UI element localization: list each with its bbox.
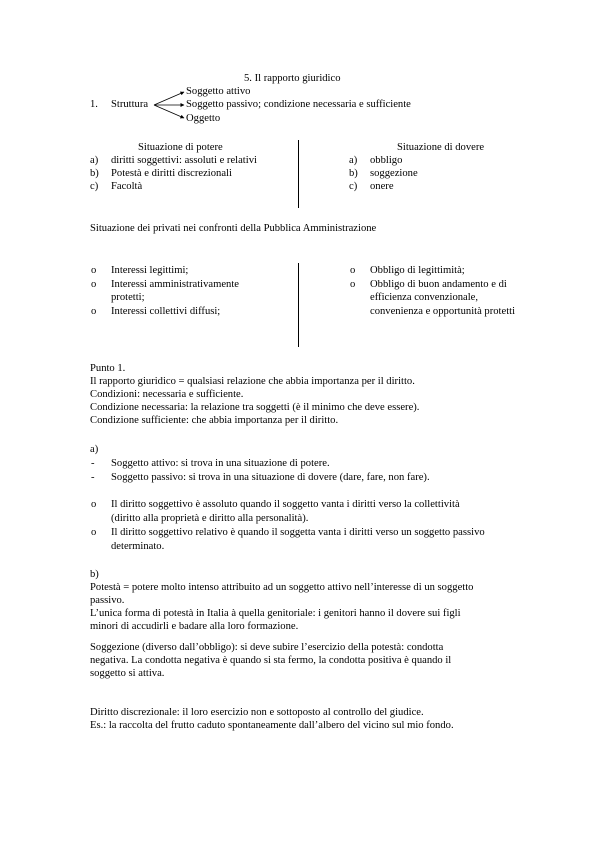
privati-right-item-cont: convenienza e opportunità protetti (370, 306, 516, 317)
privati-left-item: Interessi amministrativamente (111, 279, 239, 290)
paragraph-line: Il rapporto giuridico = qualsiasi relazione che abbia importanza per il diritto. (90, 376, 415, 387)
paragraph-line: minori di accudirli e badare alla loro formazione. (90, 621, 299, 632)
structure-item-soggetto-attivo: Soggetto attivo (186, 86, 251, 97)
paragraph-line: Es.: la raccolta del frutto caduto spontaneamente dall’albero del vicino sul mio fondo. (90, 720, 454, 731)
privati-heading: Situazione dei privati nei confronti della Pubblica Amministrazione (90, 223, 377, 234)
circ-item-cont: (diritto alla proprietà e diritto alla personalità). (111, 513, 309, 524)
dash-marker: - (91, 458, 95, 469)
potere-marker-a: a) (90, 155, 99, 166)
potere-heading: Situazione di potere (138, 142, 223, 153)
dash-item: Soggetto passivo: si trova in una situazione di dovere (dare, fare, non fare). (111, 472, 430, 483)
potere-item-a: diritti soggettivi: assoluti e relativi (111, 155, 257, 166)
structure-item-soggetto-passivo: Soggetto passivo; condizione necessaria e sufficiente (186, 99, 411, 110)
dovere-marker-b: b) (349, 168, 358, 179)
column-divider-1 (298, 140, 299, 208)
dash-item: Soggetto attivo: si trova in una situazione di potere. (111, 458, 330, 469)
dovere-item-a: obbligo (370, 155, 403, 166)
punto1-section (90, 362, 550, 427)
privati-left-item-cont: protetti; (111, 292, 145, 303)
column-divider-2 (298, 263, 299, 347)
section-b-paragraph-1 (90, 581, 550, 633)
potere-marker-b: b) (90, 168, 99, 179)
circ-item: Il diritto soggettivo è assoluto quando il soggetto vanta i diritti verso la collettività (111, 499, 460, 510)
paragraph-line: Diritto discrezionale: il loro esercizio non e sottoposto al controllo del giudice. (90, 707, 424, 718)
privati-left-item: Interessi legittimi; (111, 265, 189, 276)
paragraph-line: Condizioni: necessaria e sufficiente. (90, 389, 244, 400)
dovere-item-b: soggezione (370, 168, 418, 179)
paragraph-line: Potestà = potere molto intenso attribuito ad un soggetto attivo nell’interesse di un soggetto (90, 582, 474, 593)
section-a-label: a) (90, 444, 99, 455)
page-title: 5. Il rapporto giuridico (244, 73, 341, 84)
section-b-paragraph-2 (90, 641, 550, 680)
circ-item-cont: determinato. (111, 541, 165, 552)
bullet-marker: o (91, 265, 97, 276)
bullet-marker: o (91, 499, 97, 510)
bullet-marker: o (350, 279, 356, 290)
structure-arrows (152, 86, 188, 124)
arrow-to-soggetto-attivo (154, 92, 184, 105)
paragraph-line: negativa. La condotta negativa è quando si sta fermo, la condotta positiva è quando il (90, 655, 452, 666)
section-b-paragraph-3 (90, 706, 550, 732)
paragraph-line: passivo. (90, 595, 125, 606)
paragraph-line: Condizione sufficiente: che abbia importanza per il diritto. (90, 415, 339, 426)
privati-right-item-cont: efficienza convenzionale, (370, 292, 479, 303)
dovere-marker-c: c) (349, 181, 358, 192)
paragraph-line: Soggezione (diverso dall’obbligo): si deve subire l’esercizio della potestà: condotta (90, 642, 444, 653)
punto1-heading: Punto 1. (90, 363, 126, 374)
privati-right-item: Obbligo di buon andamento e di (370, 279, 507, 290)
dash-marker: - (91, 472, 95, 483)
bullet-marker: o (91, 279, 97, 290)
privati-right-item: Obbligo di legittimità; (370, 265, 465, 276)
potere-item-b: Potestà e diritti discrezionali (111, 168, 232, 179)
structure-item-oggetto: Oggetto (186, 113, 221, 124)
paragraph-line: Condizione necessaria: la relazione tra soggetti (è il minimo che deve essere). (90, 402, 420, 413)
potere-item-c: Facoltà (111, 181, 143, 192)
circ-item: Il diritto soggettivo relativo è quando il soggetta vanta i diritti verso un soggetto passivo (111, 527, 485, 538)
dovere-item-c: onere (370, 181, 394, 192)
dovere-marker-a: a) (349, 155, 358, 166)
paragraph-line: soggetto si attiva. (90, 668, 165, 679)
potere-marker-c: c) (90, 181, 99, 192)
structure-label: Struttura (111, 99, 149, 110)
paragraph-line: L’unica forma di potestà in Italia à quella genitoriale: i genitori hanno il dovere sui figli (90, 608, 461, 619)
bullet-marker: o (350, 265, 356, 276)
section-b-label: b) (90, 569, 99, 580)
dovere-heading: Situazione di dovere (397, 142, 485, 153)
arrow-to-oggetto (154, 105, 184, 118)
bullet-marker: o (91, 527, 97, 538)
privati-left-item: Interessi collettivi diffusi; (111, 306, 221, 317)
structure-number: 1. (90, 99, 98, 110)
bullet-marker: o (91, 306, 97, 317)
